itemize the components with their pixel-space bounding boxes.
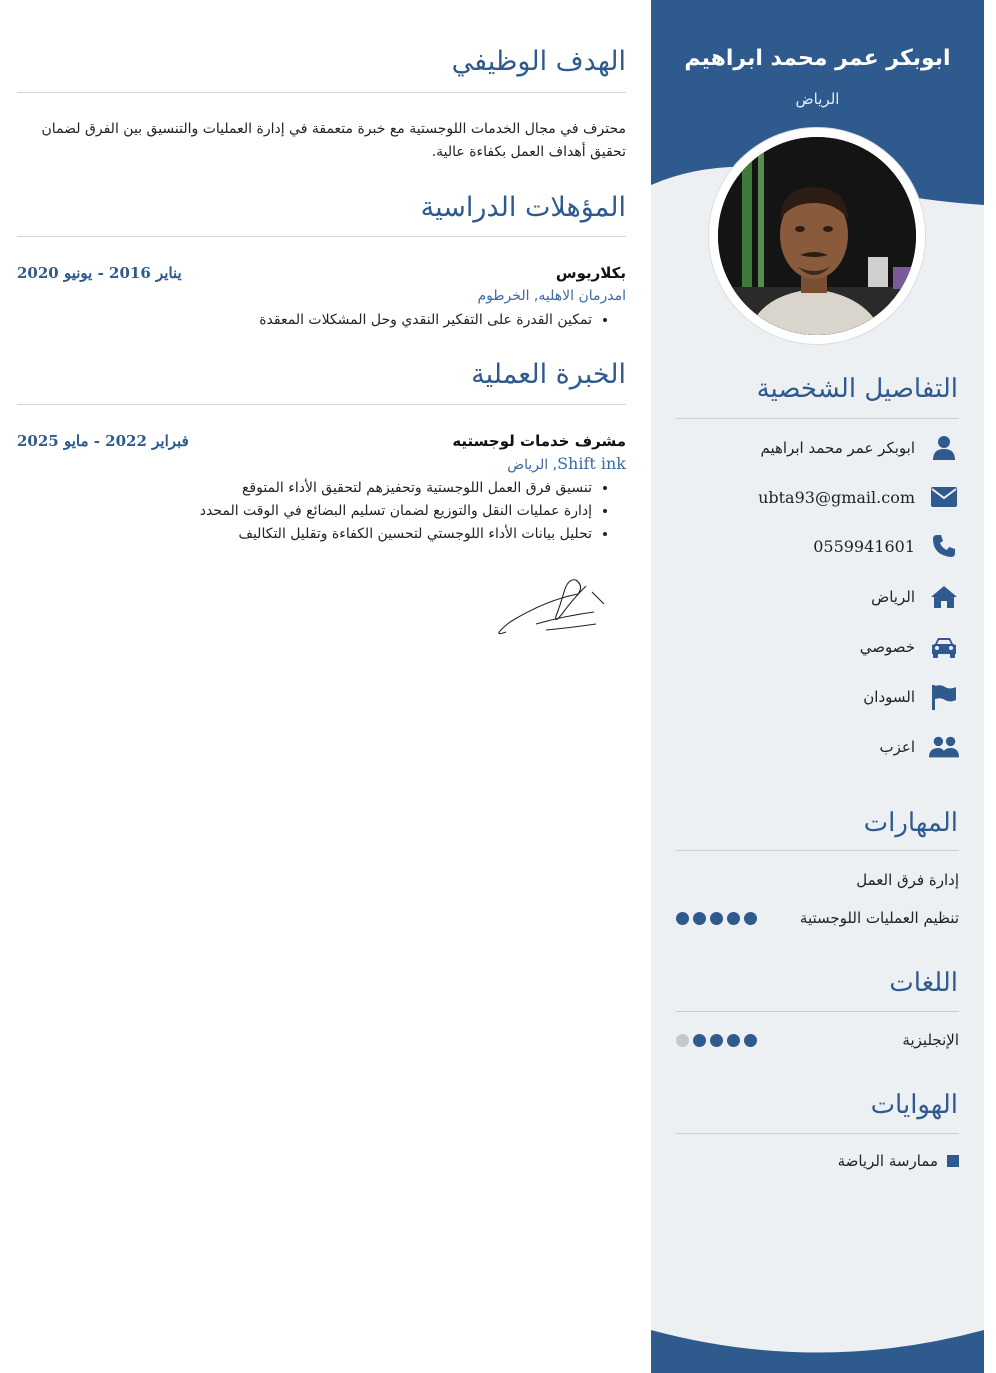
- experience-city: الرياض: [507, 457, 549, 473]
- profile-photo: [718, 137, 916, 335]
- list-item: • إدارة عمليات النقل والتوزيع لضمان تسليم البضائع في الوقت المحدد: [200, 500, 592, 523]
- skill-name: إدارة فرق العمل: [856, 871, 959, 889]
- detail-name: [761, 433, 960, 463]
- detail-license-value: خصوصي: [859, 638, 915, 656]
- detail-nationality-value: السودان: [863, 688, 915, 706]
- detail-email[interactable]: [758, 482, 959, 512]
- phone-icon: [929, 533, 959, 559]
- page-edge: [984, 0, 996, 1373]
- level-dot: [727, 912, 740, 925]
- flag-icon: [929, 684, 959, 710]
- detail-license: [860, 632, 959, 662]
- experience-company: Shift ink: [557, 454, 626, 473]
- list-item: • تحليل بيانات الأداء اللوجستي لتحسين الكفاءة وتقليل التكاليف: [200, 523, 592, 546]
- hobby-item: [838, 1152, 959, 1170]
- skill-level-dots: [676, 912, 757, 925]
- objective-text: محترف في مجال الخدمات اللوجستية مع خبرة متعمقة في إدارة العمليات والتنسيق بين الفرق لضمان تحقيق أهداف العمل بكفاءة عالية.: [41, 121, 626, 160]
- education-bullets: [259, 309, 626, 332]
- header-name: ابوبكر عمر محمد ابراهيم: [684, 46, 951, 71]
- detail-marital-value: اعزب: [879, 738, 915, 756]
- hobby-label: ممارسة الرياضة: [837, 1152, 938, 1170]
- level-dot: [727, 1034, 740, 1047]
- profile-photo-frame: [709, 128, 925, 344]
- level-dot: [676, 912, 689, 925]
- users-icon: [929, 734, 959, 760]
- detail-city-value: الرياض: [871, 588, 915, 606]
- detail-phone-value[interactable]: 0559941601: [813, 536, 915, 556]
- experience-bullets: [200, 477, 626, 546]
- divider: [17, 92, 626, 93]
- experience-company-line: Shift ink, الرياض: [507, 454, 626, 473]
- list-item: • تنسيق فرق العمل اللوجستية وتحفيزهم لتحقيق الأداء المتوقع: [200, 477, 592, 500]
- divider: [676, 850, 959, 851]
- level-dot: [744, 912, 757, 925]
- languages-title: اللغات: [889, 968, 958, 998]
- divider: [676, 1133, 959, 1134]
- education-dates: يناير 2016 - يونيو 2020: [17, 264, 182, 282]
- detail-marital: [879, 732, 959, 762]
- divider: [676, 418, 959, 419]
- language-row: [676, 1028, 959, 1052]
- education-title: المؤهلات الدراسية: [420, 192, 626, 223]
- signature: [486, 572, 616, 642]
- level-dot: [710, 1034, 723, 1047]
- car-icon: [929, 634, 959, 660]
- level-dot: [710, 912, 723, 925]
- education-place: امدرمان الاهليه, الخرطوم: [477, 288, 626, 304]
- skill-row: [676, 906, 959, 930]
- objective-title: الهدف الوظيفي: [451, 46, 626, 77]
- header-city: الرياض: [795, 90, 840, 108]
- detail-email-value[interactable]: ubta93@gmail.com: [758, 487, 915, 507]
- level-dot: [744, 1034, 757, 1047]
- language-name: الإنجليزية: [902, 1031, 959, 1049]
- divider: [17, 236, 626, 237]
- experience-dates: فبراير 2022 - مايو 2025: [17, 432, 189, 450]
- skill-row: [676, 868, 959, 892]
- sidebar: [651, 0, 984, 1373]
- skill-name: تنظيم العمليات اللوجستية: [799, 909, 959, 927]
- user-icon: [929, 435, 959, 461]
- detail-phone[interactable]: [813, 531, 959, 561]
- language-level-dots: [676, 1034, 757, 1047]
- divider: [17, 404, 626, 405]
- experience-title: الخبرة العملية: [471, 359, 626, 390]
- hobbies-title: الهوايات: [870, 1090, 958, 1120]
- personal-details-title: التفاصيل الشخصية: [756, 374, 958, 404]
- detail-name-value: ابوبكر عمر محمد ابراهيم: [760, 439, 915, 457]
- level-dot: [676, 1034, 689, 1047]
- detail-nationality: [863, 682, 959, 712]
- experience-role: مشرف خدمات لوجستيه: [452, 432, 626, 450]
- home-icon: [929, 584, 959, 610]
- main-column: [17, 0, 626, 1373]
- square-bullet-icon: [947, 1155, 959, 1167]
- education-degree: بكلاريوس: [555, 264, 626, 282]
- level-dot: [693, 1034, 706, 1047]
- list-item: • تمكين القدرة على التفكير النقدي وحل المشكلات المعقدة: [259, 309, 592, 332]
- divider: [676, 1011, 959, 1012]
- skills-title: المهارات: [863, 808, 958, 838]
- envelope-icon: [929, 484, 959, 510]
- level-dot: [693, 912, 706, 925]
- detail-city: [871, 582, 959, 612]
